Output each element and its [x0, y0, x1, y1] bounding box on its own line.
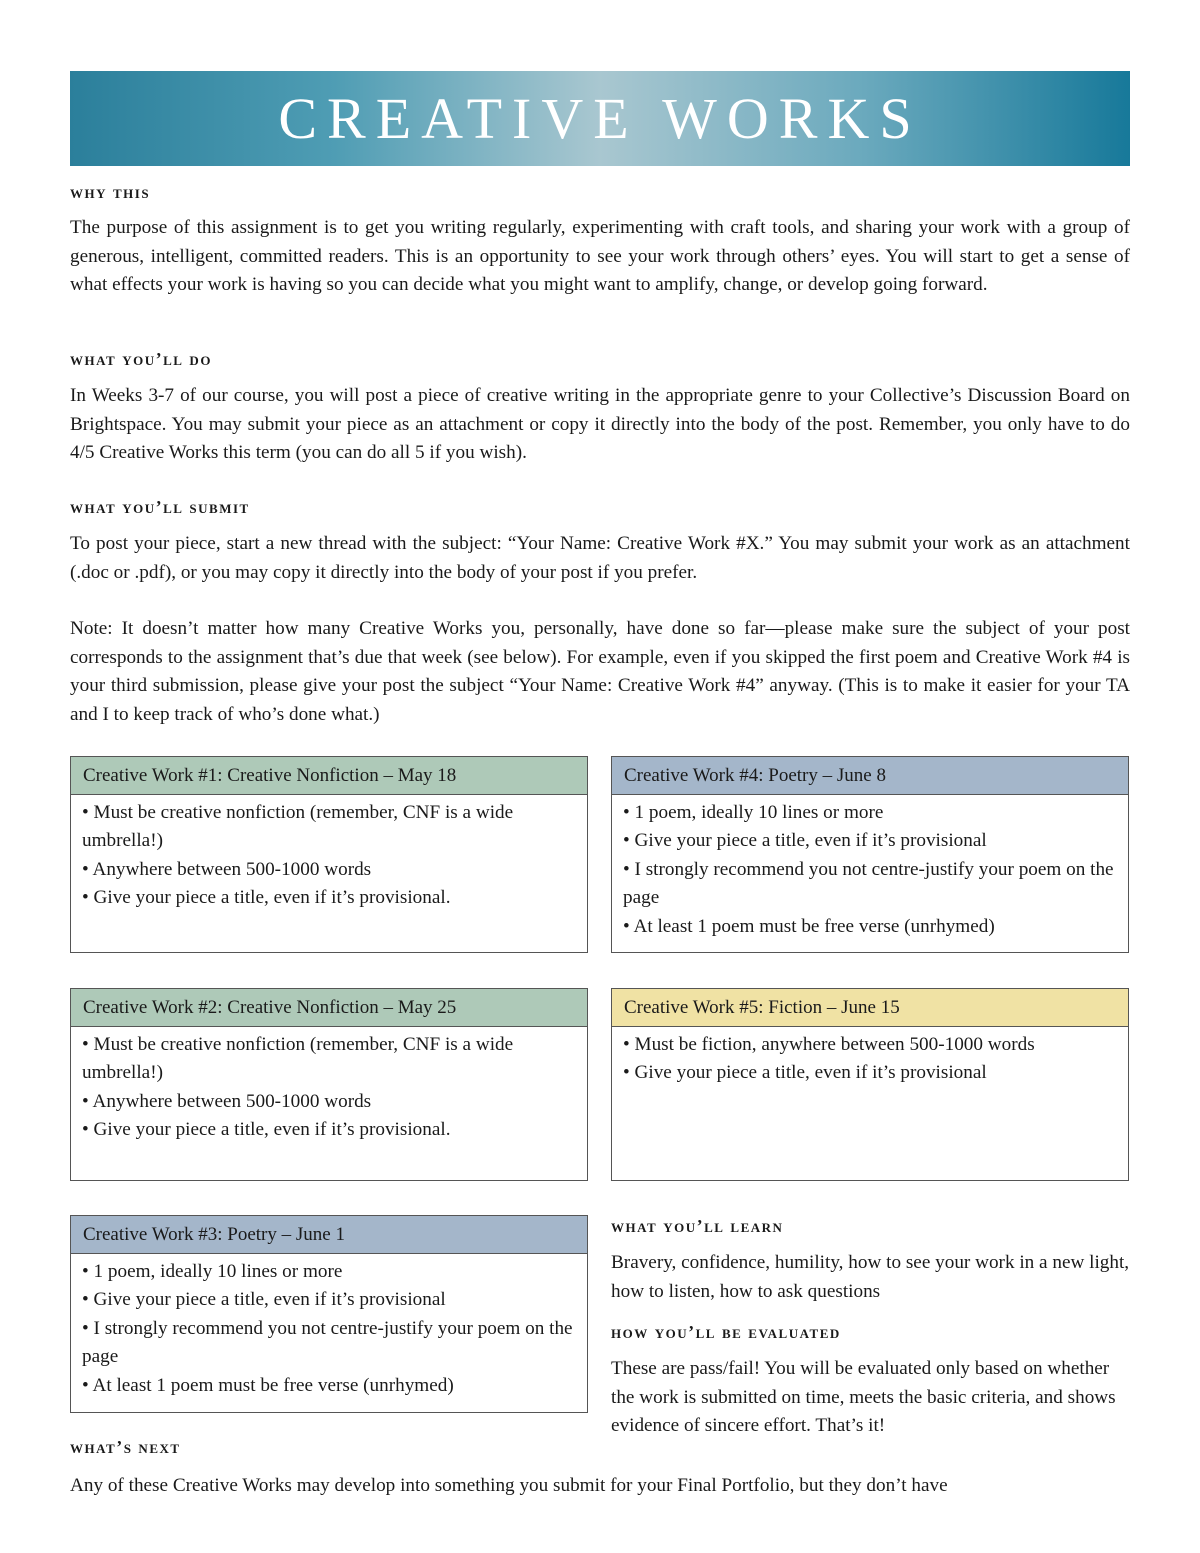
list-item: • Give your piece a title, even if it’s provisional.	[82, 1116, 575, 1144]
what-youll-do-text: In Weeks 3-7 of our course, you will post a piece of creative writing in the appropriate genre to your Collective’s Discussion Board on Brightspace. You may submit your piece as an attachment or copy it directly into the body of the post. Remember, you only have to do 4/5 Creative Works this term (you can do all 5 if you wish).	[70, 385, 1130, 463]
creative-work-3-box	[70, 1215, 588, 1413]
list-item: • 1 poem, ideally 10 lines or more	[623, 799, 1116, 827]
creative-work-3-list	[71, 1254, 587, 1400]
list-item: • Anywhere between 500-1000 words	[82, 1088, 575, 1116]
how-evaluated-text: These are pass/fail! You will be evaluated only based on whether the work is submitted on time, meets the basic criteria, and shows evidence of sincere effort. That’s it!	[611, 1358, 1116, 1436]
why-this-heading: why this	[70, 182, 151, 202]
creative-work-3-title: Creative Work #3: Poetry – June 1	[71, 1216, 587, 1254]
creative-work-1-list	[71, 795, 587, 913]
list-item: • At least 1 poem must be free verse (unrhymed)	[82, 1372, 575, 1400]
page-title: CREATIVE WORKS	[278, 86, 922, 151]
whats-next-heading: what’s next	[70, 1437, 181, 1457]
title-banner	[70, 71, 1130, 166]
what-youll-submit-text: To post your piece, start a new thread with the subject: “Your Name: Creative Work #X.” You may submit your work as an attachment (.doc or .pdf), or you may copy it directly into the body of your post if you prefer.	[70, 533, 1130, 583]
why-this-text: The purpose of this assignment is to get you writing regularly, experimenting with craft tools, and sharing your work with a group of generous, intelligent, committed readers. This is an opportunity to see your work through others’ eyes. You will start to get a sense of what effects your work is having so you can decide what you might want to amplify, change, or develop going forward.	[70, 217, 1130, 295]
list-item: • Must be creative nonfiction (remember, CNF is a wide umbrella!)	[82, 1031, 575, 1088]
what-youll-do-heading: what you’ll do	[70, 349, 212, 369]
list-item: • I strongly recommend you not centre-justify your poem on the page	[623, 856, 1116, 913]
creative-work-4-title: Creative Work #4: Poetry – June 8	[612, 757, 1128, 795]
creative-work-2-list	[71, 1027, 587, 1145]
whats-next-text: Any of these Creative Works may develop into something you submit for your Final Portfolio, but they don’t have	[70, 1475, 948, 1496]
creative-work-5-list	[612, 1027, 1128, 1088]
creative-work-4-list	[612, 795, 1128, 941]
list-item: • Give your piece a title, even if it’s provisional.	[82, 884, 575, 912]
what-youll-learn-heading: what you’ll learn	[611, 1216, 784, 1236]
list-item: • Must be creative nonfiction (remember, CNF is a wide umbrella!)	[82, 799, 575, 856]
list-item: • Must be fiction, anywhere between 500-1000 words	[623, 1031, 1116, 1059]
creative-work-4-box	[611, 756, 1129, 953]
creative-work-1-box	[70, 756, 588, 953]
creative-work-2-box	[70, 988, 588, 1181]
list-item: • I strongly recommend you not centre-justify your poem on the page	[82, 1315, 575, 1372]
creative-work-2-title: Creative Work #2: Creative Nonfiction – May 25	[71, 989, 587, 1027]
what-youll-submit-heading: what you’ll submit	[70, 497, 250, 517]
list-item: • Give your piece a title, even if it’s provisional	[82, 1286, 575, 1314]
creative-work-5-box	[611, 988, 1129, 1181]
list-item: • Give your piece a title, even if it’s provisional	[623, 1059, 1116, 1087]
list-item: • Give your piece a title, even if it’s provisional	[623, 827, 1116, 855]
creative-work-5-title: Creative Work #5: Fiction – June 15	[612, 989, 1128, 1027]
creative-work-1-title: Creative Work #1: Creative Nonfiction – May 18	[71, 757, 587, 795]
list-item: • At least 1 poem must be free verse (unrhymed)	[623, 913, 1116, 941]
what-youll-learn-text: Bravery, confidence, humility, how to see your work in a new light, how to listen, how to ask questions	[611, 1252, 1130, 1302]
how-evaluated-heading: how you’ll be evaluated	[611, 1322, 841, 1342]
list-item: • 1 poem, ideally 10 lines or more	[82, 1258, 575, 1286]
list-item: • Anywhere between 500-1000 words	[82, 856, 575, 884]
submit-note-text: Note: It doesn’t matter how many Creative Works you, personally, have done so far—please make sure the subject of your post corresponds to the assignment that’s due that week (see below). For example, even if you skipped the first poem and Creative Work #4 is your third submission, please give your post the subject “Your Name: Creative Work #4” anyway. (This is to make it easier for your TA and I to keep track of who’s done what.)	[70, 618, 1130, 725]
